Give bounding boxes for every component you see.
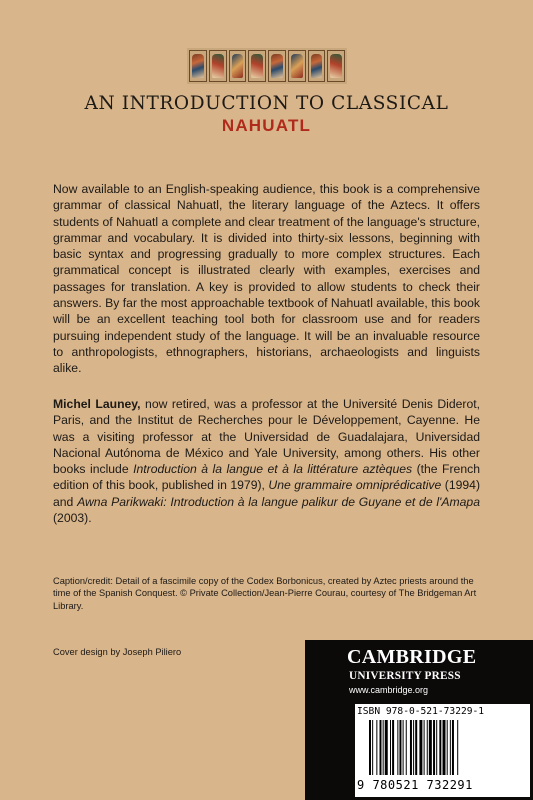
- publisher-press: UNIVERSITY PRESS: [349, 670, 461, 682]
- image-caption: Caption/credit: Detail of a fascimile copy of the Codex Borbonicus, created by Aztec priests around the time of the Spanish Conquest. © Private Collection/Jean-Pierre Courau, courtesy of The Bridgeman Art Library.: [53, 576, 477, 611]
- author-bio-text: (1994) and: [53, 478, 480, 509]
- book-title-accent: NAHUATL: [221, 116, 312, 135]
- isbn-label: ISBN 978-0-521-73229-1: [357, 706, 485, 717]
- codex-figure: [248, 50, 266, 82]
- author-bio-text: (2003).: [53, 511, 92, 526]
- codex-illustration: [187, 48, 347, 84]
- cover-design-credit: Cover design by Joseph Piliero: [53, 647, 182, 657]
- book-title-ref: Awna Parikwaki: Introduction à la langue palikur de Guyane et de l'Amapa: [77, 494, 480, 509]
- codex-figure: [229, 50, 247, 82]
- codex-figure: [308, 50, 326, 82]
- barcode: [355, 704, 530, 797]
- book-title-ref: Une grammaire omniprédicative: [268, 478, 442, 493]
- barcode-bars: [369, 720, 525, 775]
- codex-figure: [189, 50, 207, 82]
- author-bio: [53, 396, 480, 526]
- publisher-website: www.cambridge.org: [349, 685, 429, 695]
- codex-figure: [288, 50, 306, 82]
- codex-figure: [268, 50, 286, 82]
- author-name: Michel Launey,: [53, 397, 141, 411]
- codex-figure: [327, 50, 345, 82]
- book-title-ref: Introduction à la langue et à la littérature aztèques: [133, 462, 413, 477]
- codex-figure: [209, 50, 227, 82]
- barcode-number: 9 780521 732291: [357, 778, 473, 792]
- book-blurb: Now available to an English-speaking audience, this book is a comprehensive grammar of classical Nahuatl, the literary language of the Aztecs. It offers students of Nahuatl a complete and clear treatment of the language's structure, grammar and vocabulary. It is divided into thirty-six lessons, beginning with basic syntax and progressing gradually to more complex structures. Each grammatical concept is illustrated clearly with examples, exercises and passages for translation. A key is provided to allow students to check their answers. By far the most approachable textbook of Nahuatl available, this book will be an excellent teaching tool both for classroom use and for readers pursuing independent study of the language. It will be an invaluable resource to anthropologists, ethnographers, historians, archaeologists and linguists alike.: [53, 182, 480, 376]
- publisher-logo: CAMBRIDGE: [347, 646, 477, 668]
- publisher-panel: [305, 640, 533, 800]
- author-bio-text: now retired, was a professor at the Université Denis Diderot, Paris, and the Institut de Recherches pour le Développement, Cayenne. He was a visiting professor at the Universidad de Guadalajara, Universidad Nacional Autónoma de México and Yale University, among others. His other books include: [53, 397, 480, 477]
- book-title: AN INTRODUCTION TO CLASSICAL: [84, 93, 449, 114]
- author-bio-text: (the French edition of this book, published in 1979),: [53, 462, 480, 493]
